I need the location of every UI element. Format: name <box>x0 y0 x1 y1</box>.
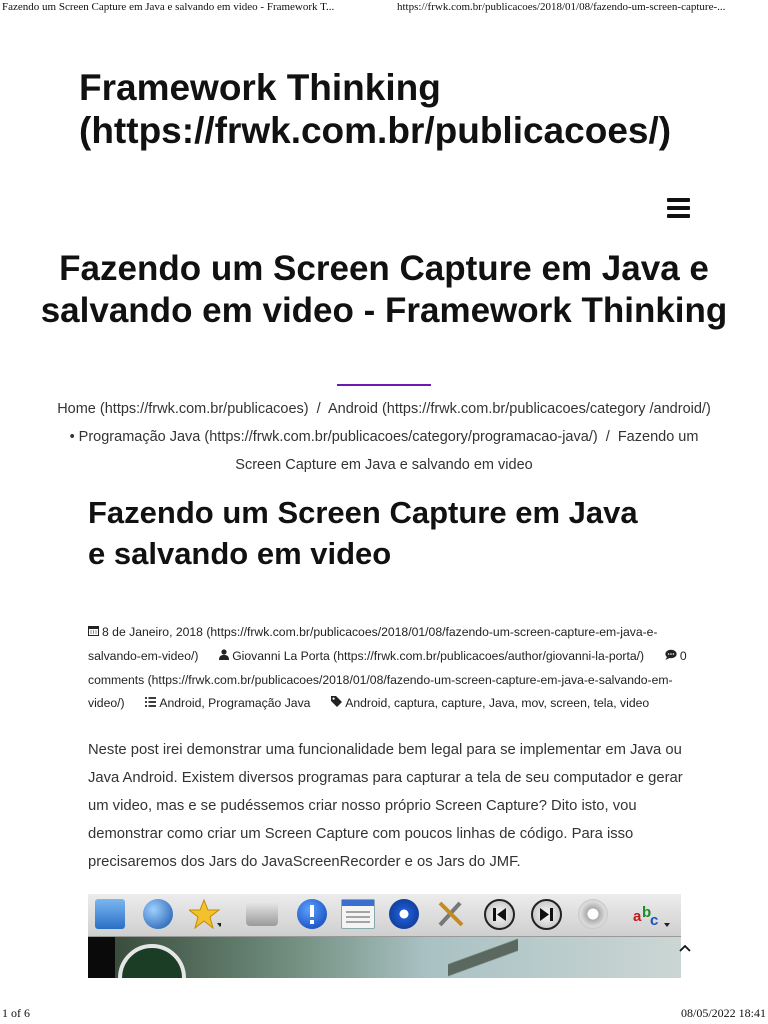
post-date-link[interactable]: 8 de Janeiro, 2018 (https://frwk.com.br/publicacoes/2018/01/08/fazendo-um-screen-capture-em-java-e-salvando-em-video/) <box>88 625 658 663</box>
breadcrumb <box>55 395 713 479</box>
svg-text:c: c <box>650 912 659 929</box>
breadcrumb-separator: / <box>316 401 321 417</box>
star-icon <box>189 899 221 929</box>
film-icon <box>389 899 419 929</box>
folder-icon <box>95 899 125 929</box>
jet-shape <box>448 937 518 978</box>
document-icon <box>341 899 375 929</box>
breadcrumb-android[interactable]: Android (https://frwk.com.br/publicacoes/category /android/) <box>327 401 711 417</box>
svg-text:a: a <box>633 908 642 925</box>
video-frame <box>115 937 681 978</box>
next-icon[interactable] <box>531 899 562 930</box>
print-header-url: https://frwk.com.br/publicacoes/2018/01/08/fazendo-um-screen-capture-... <box>397 1 726 13</box>
menu-icon[interactable] <box>667 198 690 218</box>
post-title: Fazendo um Screen Capture em Java e salvando em video <box>88 495 638 571</box>
previous-icon[interactable] <box>484 899 515 930</box>
scroll-to-top-icon[interactable] <box>677 940 693 956</box>
post-comments-link[interactable]: 0 comments (https://frwk.com.br/publicacoes/2018/01/08/fazendo-um-screen-capture-em-java-e-salvando-em-video/) <box>88 649 687 710</box>
camera-icon <box>246 902 278 926</box>
post-meta <box>88 621 688 716</box>
page-title: Fazendo um Screen Capture em Java e salvando em video - Framework Thinking <box>40 249 728 330</box>
breadcrumb-programacao-java[interactable]: Programação Java (https://frwk.com.br/publicacoes/category/programacao-java/) <box>78 429 598 445</box>
breadcrumb-home[interactable]: Home (https://frwk.com.br/publicacoes) <box>57 401 309 417</box>
page-counter: 1 of 6 <box>2 1006 30 1020</box>
post-author-link[interactable]: Giovanni La Porta (https://frwk.com.br/publicacoes/author/giovanni-la-porta/) <box>232 649 645 663</box>
post-tags-link[interactable]: Android, captura, capture, Java, mov, screen, tela, video <box>345 696 650 710</box>
calendar-icon <box>88 622 99 645</box>
breadcrumb-bullet: • <box>69 429 75 445</box>
print-header <box>0 0 768 16</box>
site-title-link[interactable]: Framework Thinking (https://frwk.com.br/publicacoes/) <box>79 67 672 151</box>
title-underline <box>337 384 431 386</box>
breadcrumb-separator: / <box>605 429 610 445</box>
info-icon <box>297 899 327 929</box>
user-icon <box>219 646 229 669</box>
screenshot-toolbar <box>88 894 681 937</box>
svg-text:b: b <box>642 904 652 921</box>
screenshot-image <box>88 894 681 978</box>
print-footer <box>0 1006 768 1024</box>
tag-icon <box>331 693 342 716</box>
comment-icon <box>665 646 677 669</box>
tools-icon <box>436 899 466 929</box>
print-header-title: Fazendo um Screen Capture em Java e salvando em video - Framework T... <box>2 1 335 13</box>
post-categories-link[interactable]: Android, Programação Java <box>159 696 311 710</box>
spellcheck-icon <box>632 899 672 929</box>
post-intro: Neste post irei demonstrar uma funcionalidade bem legal para se implementar em Java ou Java Android. Existem diversos programas para capturar a tela de seu computador e gerar um video, mas e se pudéssemos criar nosso próprio Screen Capture? Dito isto, vou demonstrar como criar um Screen Capture com poucos linhas de código. Para isso precisaremos dos Jars do JavaScreenRecorder e os Jars do JMF. <box>88 742 683 870</box>
breadcrumb-current: Fazendo um Screen Capture em Java e salvando em video <box>235 429 699 473</box>
disc-icon <box>578 899 608 929</box>
print-timestamp: 08/05/2022 18:41 <box>680 1006 766 1020</box>
list-icon <box>145 693 156 716</box>
globe-icon <box>143 899 173 929</box>
